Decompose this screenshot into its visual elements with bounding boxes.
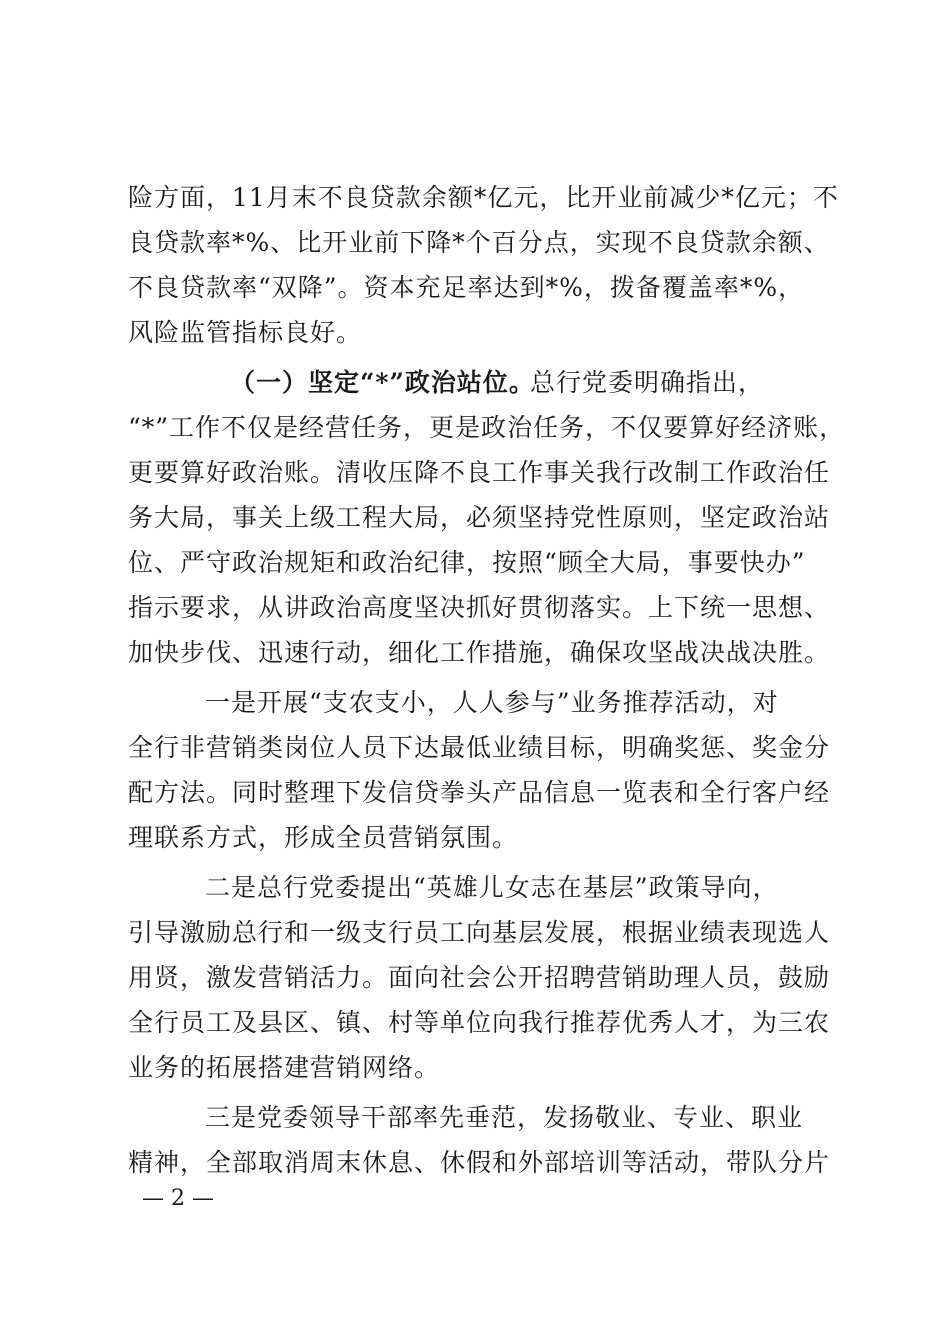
- page-number: — 2 —: [142, 1186, 214, 1211]
- text-line: 指示要求，从讲政治高度坚决抓好贯彻落实。上下统一思想、: [128, 593, 831, 622]
- section-heading: （一）坚定“*”政治站位。: [230, 368, 535, 397]
- text-line: 良贷款率*%、比开业前下降*个百分点，实现不良贷款余额、: [128, 228, 830, 257]
- text-line: 业务的拓展搭建营销网络。: [128, 1053, 441, 1082]
- text-line: 精神，全部取消周末休息、休假和外部培训等活动，带队分片: [128, 1148, 831, 1177]
- text-line: 全行非营销类岗位人员下达最低业绩目标，明确奖惩、奖金分: [128, 733, 831, 762]
- text-line: 引导激励总行和一级支行员工向基层发展，根据业绩表现选人: [128, 918, 831, 947]
- text-line: 更要算好政治账。清收压降不良工作事关我行改制工作政治任: [128, 458, 831, 487]
- text-line: 用贤，激发营销活力。面向社会公开招聘营销助理人员，鼓励: [128, 963, 831, 992]
- text-line: 总行党委明确指出，: [530, 368, 765, 397]
- text-line: 加快步伐、迅速行动，细化工作措施，确保攻坚战决战决胜。: [128, 638, 831, 667]
- text-line: 二是总行党委提出“英雄儿女志在基层”政策导向，: [205, 873, 779, 902]
- text-line: 务大局，事关上级工程大局，必须坚持党性原则，坚定政治站: [128, 503, 831, 532]
- text-line: 险方面，11月末不良贷款余额*亿元，比开业前减少*亿元；不: [128, 183, 839, 212]
- text-line: 三是党委领导干部率先垂范，发扬敬业、专业、职业: [205, 1103, 804, 1132]
- text-line: 全行员工及县区、镇、村等单位向我行推荐优秀人才，为三农: [128, 1008, 831, 1037]
- text-line: 配方法。同时整理下发信贷拳头产品信息一览表和全行客户经: [128, 778, 831, 807]
- text-line: “*”工作不仅是经营任务，更是政治任务，不仅要算好经济账，: [128, 413, 846, 442]
- text-line: 不良贷款率“双降”。资本充足率达到*%，拨备覆盖率*%，: [128, 273, 805, 302]
- text-line: 一是开展“支农支小，人人参与”业务推荐活动，对: [205, 688, 779, 717]
- text-line: 位、严守政治规矩和政治纪律，按照“顾全大局，事要快办”: [128, 548, 806, 577]
- text-line: 理联系方式，形成全员营销氛围。: [128, 823, 519, 852]
- text-line: 风险监管指标良好。: [128, 318, 363, 347]
